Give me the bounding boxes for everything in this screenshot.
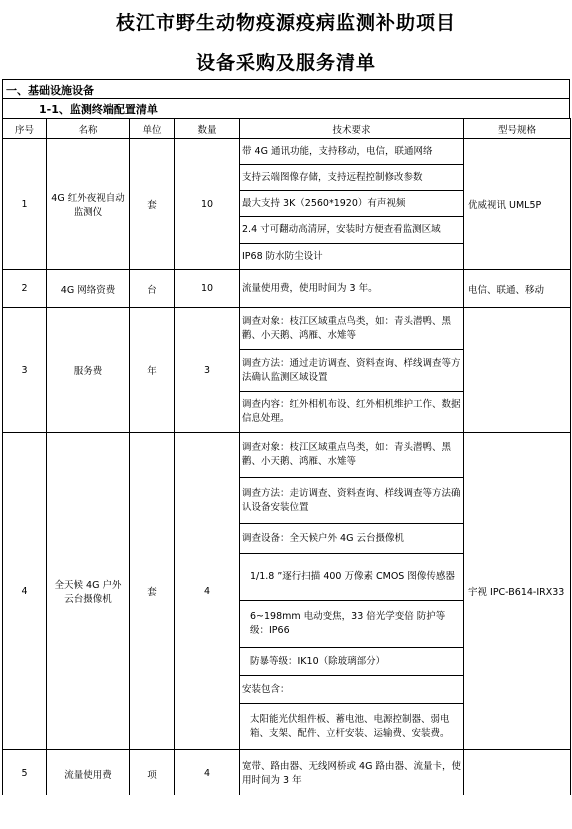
col-header-spec: 技术要求 [240, 119, 464, 139]
spec-line: 带 4G 通讯功能，支持移动，电信，联通网络 [240, 139, 463, 165]
table-header-row [3, 119, 571, 139]
table-row [3, 308, 571, 433]
row-spec [240, 308, 464, 433]
row-no: 4 [3, 433, 47, 750]
spec-line: 宽带、路由器、无线网桥或 4G 路由器、流量卡，使用时间为 3 年 [242, 760, 461, 786]
row-qty: 4 [175, 750, 240, 798]
row-name: 4G 网络资费 [47, 270, 130, 308]
section-heading: 一、基础设施设备 [6, 84, 94, 97]
spec-line: 支持云端图像存储，支持远程控制修改参数 [240, 165, 463, 191]
row-model [464, 308, 571, 433]
table-row [3, 139, 571, 270]
section-box [2, 79, 570, 118]
spec-line: 安装包含： [240, 676, 463, 704]
spec-line: 调查对象：枝江区域重点鸟类，如：青头潜鸭、黑鹳、小天鹅、鸿雁、水雉等 [240, 308, 463, 350]
row-qty: 4 [175, 433, 240, 750]
table-row [3, 433, 571, 750]
page-margin [0, 795, 572, 829]
row-model [464, 750, 571, 798]
row-no: 3 [3, 308, 47, 433]
document-subtitle: 设备采购及服务清单 [195, 52, 376, 74]
row-no: 2 [3, 270, 47, 308]
spec-line: 调查设备：全天候户外 4G 云台摄像机 [240, 524, 463, 554]
spec-line: 调查方法：通过走访调查、资料查询、样线调查等方法确认监测区域设置 [240, 350, 463, 392]
row-unit: 套 [130, 433, 175, 750]
spec-line: 太阳能光伏组件板、蓄电池、电源控制器、弱电箱、支架、配件、立杆安装、运输费、安装费。 [250, 713, 450, 739]
row-name: 服务费 [47, 308, 130, 433]
row-spec [240, 750, 464, 798]
row-name: 全天候 4G 户外云台摄像机 [47, 433, 130, 750]
row-spec [240, 433, 464, 750]
spec-line: 2.4 寸可翻动高清屏，安装时方便查看监测区域 [240, 217, 463, 244]
row-no: 5 [3, 750, 47, 798]
row-no: 1 [3, 139, 47, 270]
row-unit: 项 [130, 750, 175, 798]
table-row [3, 750, 571, 798]
row-qty: 3 [175, 308, 240, 433]
row-model: 优威视讯 UML5P [464, 139, 571, 270]
spec-line: 调查对象：枝江区域重点鸟类，如：青头潜鸭、黑鹳、小天鹅、鸿雁、水雉等 [240, 433, 463, 478]
table-row [3, 270, 571, 308]
row-unit: 套 [130, 139, 175, 270]
row-name: 4G 红外夜视自动监测仪 [47, 139, 130, 270]
col-header-qty: 数量 [175, 119, 240, 139]
spec-line: 流量使用费，使用时间为 3 年。 [242, 282, 378, 294]
document-title: 枝江市野生动物疫源疫病监测补助项目 [115, 12, 456, 34]
row-qty: 10 [175, 139, 240, 270]
spec-line: IP68 防水防尘设计 [242, 250, 323, 262]
equipment-table [2, 118, 571, 798]
col-header-model: 型号规格 [464, 119, 571, 139]
row-spec [240, 139, 464, 270]
spec-line: 最大支持 3K（2560*1920）有声视频 [240, 191, 463, 217]
row-unit: 台 [130, 270, 175, 308]
row-qty: 10 [175, 270, 240, 308]
section-subheading: 1-1、监测终端配置清单 [39, 103, 158, 116]
spec-line: 调查方法：走访调查、资料查询、样线调查等方法确认设备安装位置 [240, 478, 463, 524]
row-spec [240, 270, 464, 308]
row-model: 宇视 IPC-B614-IRX33 [464, 433, 571, 750]
row-unit: 年 [130, 308, 175, 433]
spec-line: 防暴等级：IK10（除玻璃部分） [240, 648, 463, 676]
col-header-no: 序号 [3, 119, 47, 139]
row-name: 流量使用费 [47, 750, 130, 798]
spec-line: 调查内容：红外相机布设、红外相机维护工作、数据信息处理。 [242, 399, 461, 424]
col-header-name: 名称 [47, 119, 130, 139]
spec-line: 1/1.8 ”逐行扫描 400 万像素 CMOS 图像传感器 [240, 554, 463, 601]
col-header-unit: 单位 [130, 119, 175, 139]
row-model: 电信、联通、移动 [464, 270, 571, 308]
spec-line: 6~198mm 电动变焦，33 倍光学变倍 防护等级：IP66 [240, 601, 463, 648]
